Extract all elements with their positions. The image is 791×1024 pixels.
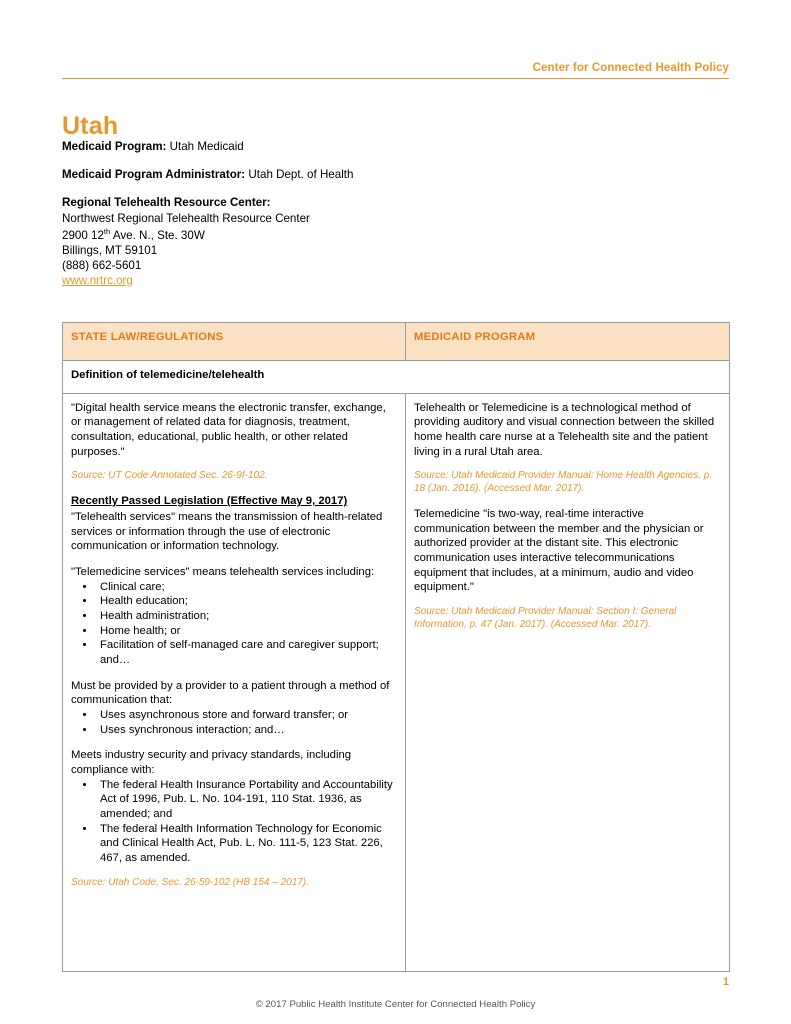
state-law-paragraph-4: Must be provided by a provider to a patient through a method of communication that: [71, 679, 390, 707]
communication-method-list [71, 708, 397, 737]
administrator-value: Utah Dept. of Health [248, 167, 354, 181]
list-item: • Uses asynchronous store and forward transfer; or [96, 708, 397, 723]
footer-copyright: © 2017 Public Health Institute Center for Connected Health Policy [255, 999, 536, 1010]
list-item: • Home health; or [96, 624, 397, 639]
column-header-state-law: STATE LAW/REGULATIONS [63, 323, 406, 361]
trc-website-link[interactable] [62, 274, 742, 289]
meta-block [62, 140, 742, 288]
organization-name: Center for Connected Health Policy [532, 62, 729, 74]
state-law-paragraph-2: "Telehealth services" means the transmission of health-related services or information through the use of electronic communication or information technology. [71, 510, 383, 553]
telehealth-resource-center-block [62, 196, 742, 289]
list-item: • The federal Health Insurance Portability and Accountability Act of 1996, Pub. L. No. 104-191, 110 Stat. 1936, as amended; and [96, 778, 397, 822]
medicaid-program-row [62, 140, 742, 155]
telemedicine-services-list [71, 580, 397, 668]
state-law-paragraph-5: Meets industry security and privacy standards, including compliance with: [71, 749, 352, 776]
medicaid-program-label: Medicaid Program: [62, 140, 167, 153]
state-law-source-2: Source: Utah Code, Sec. 26-59-102 (HB 154 – 2017). [71, 876, 309, 888]
trc-address-ordinal: th [103, 226, 111, 236]
medicaid-program-value: Utah Medicaid [169, 140, 244, 153]
medicaid-paragraph-2: Telemedicine "is two-way, real-time interactive communication between the member and the physician or authorized provider at the distant site. This electronic communication uses interactive telecommunications equipment that includes, at a minimum, audio and video equipment." [414, 507, 704, 594]
trc-address-post: Ave. N., Ste. 30W [110, 228, 205, 242]
state-law-cell [63, 393, 406, 971]
header-divider [62, 78, 729, 79]
medicaid-source-2: Source: Utah Medicaid Provider Manual: Section I: General Information, p. 47 (Jan. 2017). (Accessed Mar. 2017). [414, 605, 677, 630]
page-header [62, 58, 729, 76]
medicaid-program-cell [406, 393, 730, 971]
security-standards-list [71, 778, 397, 866]
state-law-source-1: Source: UT Code Annotated Sec. 26-9f-102. [71, 470, 268, 482]
trc-address-pre: 2900 12 [62, 228, 104, 242]
trc-website-link-text[interactable]: www.nrtrc.org [62, 273, 133, 287]
table-header-row [63, 323, 730, 361]
section-title-definition: Definition of telemedicine/telehealth [63, 361, 730, 394]
page-title: Utah [62, 111, 119, 140]
trc-phone: (888) 662-5601 [62, 258, 142, 272]
column-header-medicaid-program: MEDICAID PROGRAM [406, 323, 730, 361]
list-item: • Health administration; [96, 609, 397, 624]
list-item: • Clinical care; [96, 580, 397, 595]
administrator-row [62, 168, 742, 183]
list-item: • Health education; [96, 594, 397, 609]
policy-table [62, 322, 730, 972]
state-law-paragraph-3: "Telemedicine services" means telehealth services including: [71, 565, 375, 578]
list-item: • Facilitation of self-managed care and caregiver support; and… [96, 638, 397, 667]
list-item: • The federal Health Information Technology for Economic and Clinical Health Act, Pub. L. No. 111-5, 123 Stat. 226, 467, as amended. [96, 822, 397, 866]
trc-address [62, 227, 742, 244]
table-section-row [63, 361, 730, 394]
medicaid-source-1: Source: Utah Medicaid Provider Manual: Home Health Agencies, p. 18 (Jan. 2016). (Accessed Mar. 2017). [414, 470, 713, 495]
table-body-row [63, 393, 730, 971]
medicaid-paragraph-1: Telehealth or Telemedicine is a technological method of providing auditory and visual connection between the skilled home health care nurse at a Telehealth site and the patient living in a rural Utah area. [414, 401, 715, 458]
trc-name: Northwest Regional Telehealth Resource Center [62, 211, 310, 225]
trc-heading: Regional Telehealth Resource Center: [62, 195, 271, 209]
list-item: • Uses synchronous interaction; and… [96, 723, 397, 738]
state-law-paragraph-1: "Digital health service means the electronic transfer, exchange, or management of related data for diagnosis, treatment, consultation, educational, public health, or other related purposes." [71, 401, 386, 458]
page-number: 1 [722, 976, 729, 988]
trc-city-state-zip: Billings, MT 59101 [62, 243, 158, 257]
recent-legislation-heading: Recently Passed Legislation (Effective May 9, 2017) [71, 495, 348, 508]
administrator-label: Medicaid Program Administrator: [62, 167, 246, 181]
